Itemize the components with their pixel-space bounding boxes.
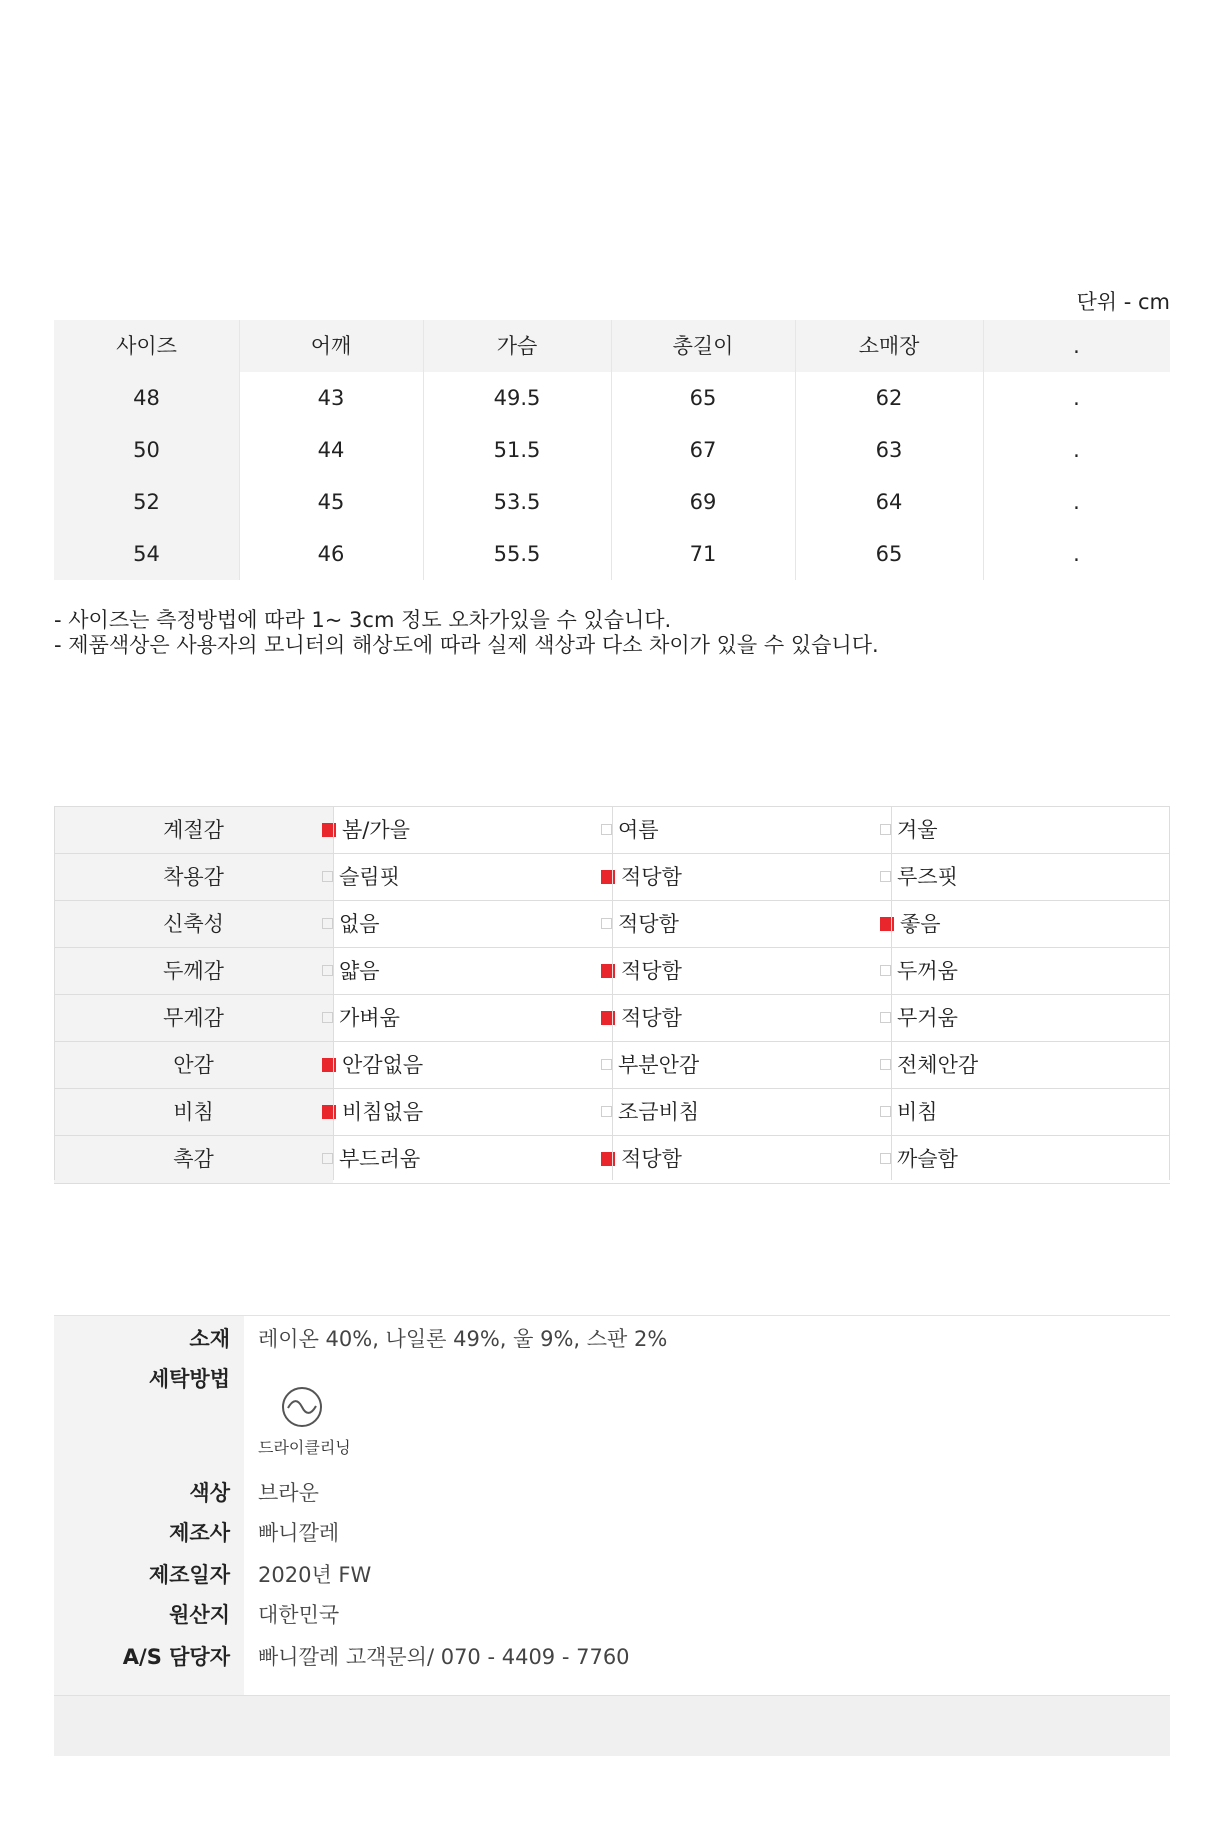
feature-option [322,948,380,995]
size-table-cell: 62 [875,386,903,410]
maker-label: 제조사 [169,1521,230,1545]
feature-option-label: 슬림핏 [339,865,400,889]
feature-option-label: 적당함 [621,1006,682,1030]
unchecked-checkbox-icon [880,1106,891,1117]
feature-option-label: 비침없음 [342,1100,424,1124]
maker-value: 빠니깔레 [258,1521,340,1545]
size-table-cell: 55.5 [493,542,541,566]
feature-option-label: 두꺼움 [897,959,958,983]
feature-option-label: 적당함 [621,959,682,983]
size-table-header: 사이즈 [54,320,239,372]
feature-option [322,1089,423,1136]
feature-grid-column-divider [891,806,892,1180]
feature-option [322,807,410,854]
size-table-cell: 63 [875,438,903,462]
size-table-size-cell: 52 [133,490,160,514]
notes [54,608,879,658]
feature-option-label: 안감없음 [342,1053,424,1077]
feature-option-label: 부드러움 [339,1147,421,1171]
feature-option-label: 조금비침 [618,1100,700,1124]
feature-option-label: 없음 [339,912,380,936]
size-table-cell: 53.5 [493,490,541,514]
feature-option-label: 무거움 [897,1006,958,1030]
origin-label: 원산지 [169,1603,230,1627]
unchecked-checkbox-icon [322,871,333,882]
size-table-header: . [983,320,1170,372]
size-table-size-cell: 48 [133,386,160,410]
size-table-header: 가슴 [423,320,611,372]
size-table-cell: . [1073,490,1080,514]
size-table-header: 소매장 [795,320,983,372]
feature-grid-column-divider [612,806,613,1180]
unchecked-checkbox-icon [880,1012,891,1023]
size-table-cell: 65 [689,386,717,410]
unchecked-checkbox-icon [322,1012,333,1023]
feature-option [880,807,938,854]
product-info [54,1315,1170,1755]
unchecked-checkbox-icon [601,1106,612,1117]
date-label: 제조일자 [148,1563,230,1587]
feature-option-label: 여름 [618,818,659,842]
note-size-tolerance: - 사이즈는 측정방법에 따라 1~ 3cm 정도 오차가있을 수 있습니다. [54,608,672,632]
size-table-cell: 64 [875,490,903,514]
feature-label: 안감 [54,1042,333,1089]
feature-option-label: 가벼움 [339,1006,400,1030]
feature-label: 촉감 [54,1136,333,1183]
size-table-column-divider [983,320,984,580]
size-table-cell: 65 [875,542,903,566]
feature-option [322,1136,420,1183]
feature-grid-left-border [54,806,55,1180]
color-value: 브라운 [258,1481,319,1505]
unchecked-checkbox-icon [880,871,891,882]
unchecked-checkbox-icon [601,1059,612,1070]
size-table-column-divider [611,320,612,580]
size-table-cell: . [1073,542,1080,566]
material-value: 레이온 40%, 나일론 49%, 울 9%, 스판 2% [258,1327,668,1351]
feature-option [601,807,659,854]
wash-caption: 드라이클리닝 [258,1438,351,1457]
feature-option [880,1042,978,1089]
feature-option [880,1089,938,1136]
feature-option-label: 비침 [897,1100,938,1124]
unchecked-checkbox-icon [880,824,891,835]
wash-method [258,1385,358,1465]
size-table-cell: . [1073,438,1080,462]
size-table-cell: 45 [317,490,345,514]
unchecked-checkbox-icon [880,1059,891,1070]
feature-grid-right-border [1169,806,1170,1180]
date-value: 2020년 FW [258,1563,372,1587]
feature-label: 무게감 [54,995,333,1042]
as-label: A/S 담당자 [122,1645,230,1669]
size-table-header: 어깨 [239,320,423,372]
feature-option-label: 좋음 [900,912,941,936]
feature-option-label: 적당함 [621,1147,682,1171]
size-table-cell: 44 [317,438,345,462]
size-table-cell: 67 [689,438,717,462]
feature-option [322,901,380,948]
unchecked-checkbox-icon [322,965,333,976]
size-table-cell: 49.5 [493,386,541,410]
feature-label: 착용감 [54,854,333,901]
feature-label: 신축성 [54,901,333,948]
size-table-column-divider [239,320,240,580]
size-table [54,320,1170,580]
unit-label: 단위 - cm [1076,290,1170,314]
unchecked-checkbox-icon [322,918,333,929]
size-table-cell: 43 [317,386,345,410]
note-color-difference: - 제품색상은 사용자의 모니터의 해상도에 따라 실제 색상과 다소 차이가 있을 수 있습니다. [54,633,879,657]
material-label: 소재 [189,1327,230,1351]
feature-option-label: 루즈핏 [897,865,958,889]
size-table-column-divider [795,320,796,580]
feature-option-label: 겨울 [897,818,938,842]
feature-option [880,901,941,948]
feature-option-label: 봄/가을 [342,818,410,842]
size-table-cell: 46 [317,542,345,566]
feature-option-label: 전체안감 [897,1053,979,1077]
color-label: 색상 [189,1481,230,1505]
feature-option-label: 적당함 [618,912,679,936]
size-table-size-cell: 54 [133,542,160,566]
size-table-cell: 51.5 [493,438,541,462]
size-table-header: 총길이 [611,320,795,372]
origin-value: 대한민국 [258,1603,340,1627]
feature-option [601,995,682,1042]
size-table-column-divider [423,320,424,580]
feature-option [601,854,682,901]
size-table-cell: 69 [689,490,717,514]
feature-option [601,1136,682,1183]
feature-option-label: 적당함 [621,865,682,889]
feature-option-label: 부분안감 [618,1053,700,1077]
product-info-footer-bar [54,1695,1170,1756]
wash-label: 세탁방법 [148,1367,230,1391]
feature-label: 비침 [54,1089,333,1136]
unchecked-checkbox-icon [880,1153,891,1164]
feature-option-label: 얇음 [339,959,380,983]
size-table-cell: . [1073,386,1080,410]
unchecked-checkbox-icon [880,965,891,976]
size-table-cell: 71 [689,542,717,566]
product-info-top-divider [54,1315,1170,1316]
feature-option-label: 까슬함 [897,1147,958,1171]
feature-grid-column-divider [333,806,334,1180]
unchecked-checkbox-icon [322,1153,333,1164]
size-table-size-cell: 50 [133,438,160,462]
feature-label: 두께감 [54,948,333,995]
feature-label: 계절감 [54,807,333,854]
feature-option [601,948,682,995]
as-value: 빠니깔레 고객문의/ 070 - 4409 - 7760 [258,1645,630,1669]
feature-option [601,1089,699,1136]
dry-cleaning-icon [280,1385,324,1429]
unchecked-checkbox-icon [601,918,612,929]
unchecked-checkbox-icon [601,824,612,835]
feature-option [601,1042,699,1089]
feature-option [322,1042,423,1089]
